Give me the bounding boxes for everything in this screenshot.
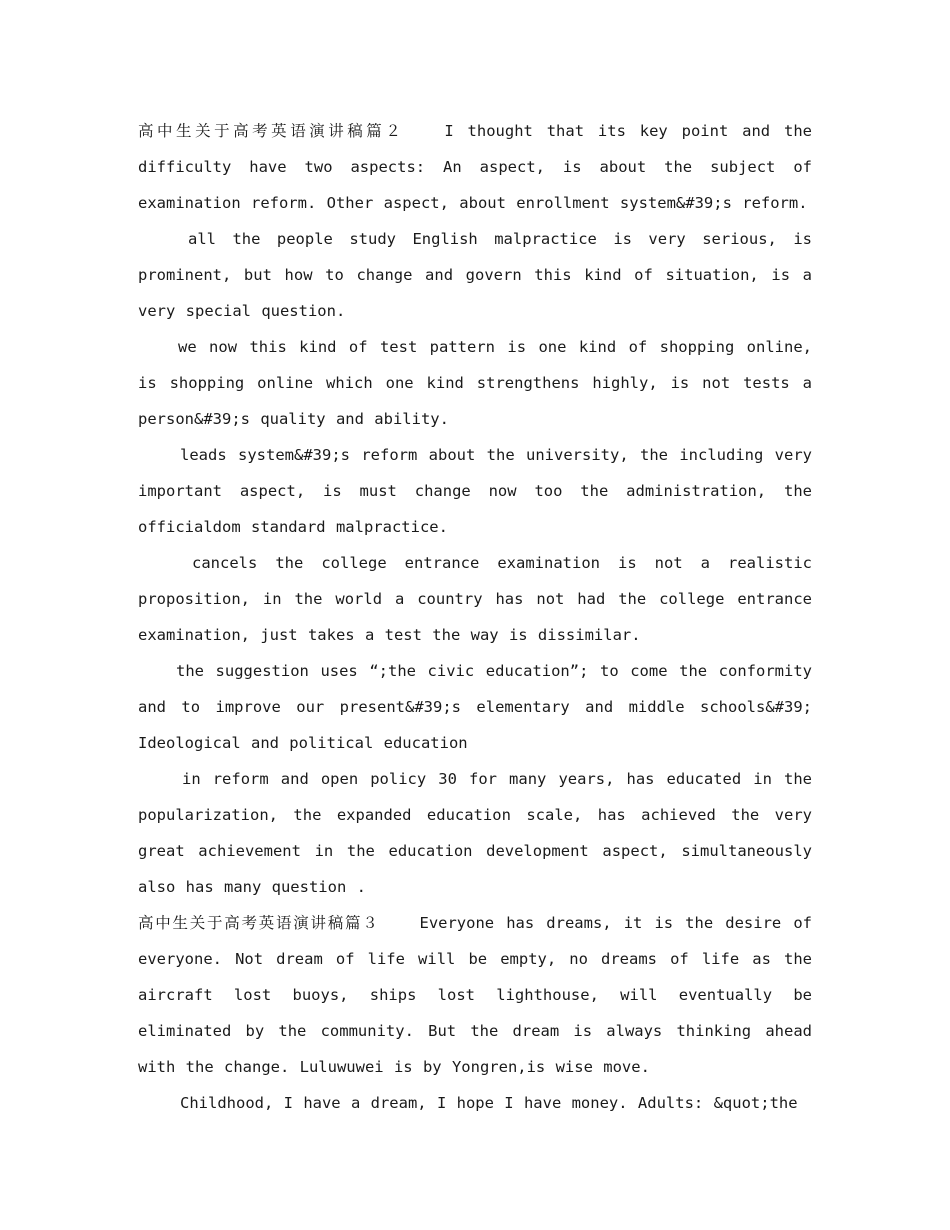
paragraph: in reform and open policy 30 for many years, has educated in the popularization, the expanded education scale, has achieved the very great achievement in the education development aspect, simultaneously also has many question . (138, 770, 812, 896)
paragraph-text: Everyone has dreams, it is the desire of everyone. Not dream of life will be empty, no dreams of life as the aircraft lost buoys, ships lost lighthouse, will eventually be eliminated by the community. But the dream is always thinking ahead with the change. Luluwuwei is by Yongren,is wise move. (138, 914, 812, 1076)
paragraph: we now this kind of test pattern is one kind of shopping online, is shopping online which one kind strengthens highly, is not tests a person&#39;s quality and ability. (138, 338, 812, 428)
paragraph: leads system&#39;s reform about the university, the including very important aspect, is must change now too the administration, the officialdom standard malpractice. (138, 446, 812, 536)
section-3-intro-paragraph (138, 905, 812, 1085)
paragraph: cancels the college entrance examination is not a realistic proposition, in the world a country has not had the college entrance examination, just takes a test the way is dissimilar. (138, 554, 812, 644)
paragraph: the suggestion uses “;the civic education”; to come the conformity and to improve our present&#39;s elementary and middle schools&#39; Ideological and political education (138, 662, 812, 752)
section-2-intro-paragraph (138, 113, 812, 221)
paragraph: all the people study English malpractice is very serious, is prominent, but how to change and govern this kind of situation, is a very special question. (138, 230, 812, 320)
section-heading: 高中生关于高考英语演讲稿篇３ (138, 914, 380, 932)
section-heading: 高中生关于高考英语演讲稿篇２ (138, 122, 405, 140)
paragraph: Childhood, I have a dream, I hope I have money. Adults: &quot;the (180, 1094, 798, 1112)
paragraph-text: I thought that its key point and the difficulty have two aspects: An aspect, is about the subject of examination reform. Other aspect, about enrollment system&#39;s reform. (138, 122, 812, 212)
document-body (138, 113, 812, 1121)
